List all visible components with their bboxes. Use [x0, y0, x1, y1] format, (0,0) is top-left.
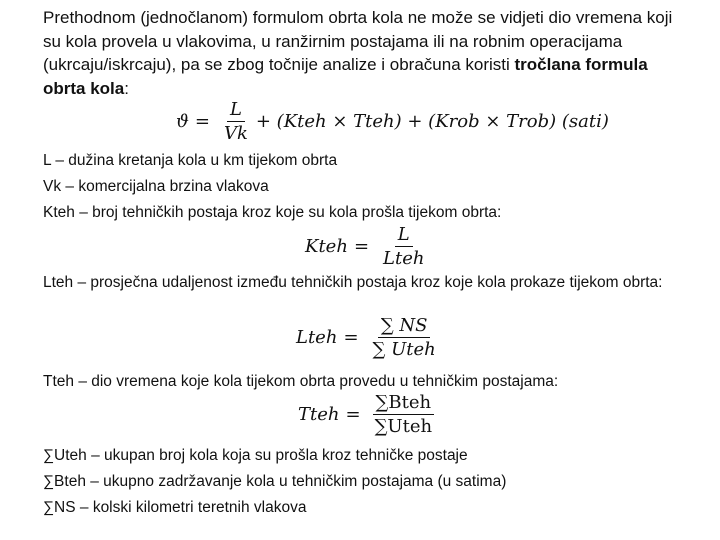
- def-L: L – dužina kretanja kola u km tijekom obrta: [43, 152, 338, 169]
- formula-tteh-eq: =: [345, 404, 361, 425]
- formula-obrt-den: Vk: [223, 123, 248, 144]
- def-sum-bteh: ∑Bteh – ukupno zadržavanje kola u tehničkim postajama (u satima): [43, 473, 507, 490]
- def-Lteh: Lteh – prosječna udaljenost između tehničkih postaja kroz koje kola prokaze tijekom obrta:: [43, 274, 663, 291]
- formula-lteh-fraction: [370, 315, 439, 360]
- formula-tteh-fraction: [372, 392, 436, 437]
- def-Tteh: Tteh – dio vremena koje kola tijekom obrta provedu u tehničkim postajama:: [43, 373, 559, 390]
- def-sum-uteh: ∑Uteh – ukupan broj kola koja su prošla kroz tehničke postaje: [43, 447, 468, 464]
- formula-kteh-eq: =: [353, 236, 370, 257]
- formula-obrt-eq: =: [194, 111, 210, 132]
- def-Kteh: Kteh – broj tehničkih postaja kroz koje su kola prošla tijekom obrta:: [43, 204, 502, 221]
- formula-kteh-den: Lteh: [383, 248, 425, 269]
- formula-lteh-num: ∑ NS: [378, 315, 431, 338]
- intro-colon: :: [124, 78, 129, 98]
- formula-tteh-lhs: Tteh: [298, 404, 340, 425]
- formula-kteh-lhs: Kteh: [305, 236, 348, 257]
- formula-obrt-fraction: [221, 99, 251, 144]
- intro-paragraph: [43, 6, 693, 100]
- formula-kteh-num: L: [395, 224, 413, 247]
- formula-lteh-den: ∑ Uteh: [372, 339, 436, 360]
- def-Vk: Vk – komercijalna brzina vlakova: [43, 178, 269, 195]
- formula-tteh-num: ∑Bteh: [373, 392, 435, 415]
- intro-bold-term: tročlana formula obrta kola: [43, 55, 648, 98]
- formula-tteh: [298, 392, 440, 437]
- formula-tteh-den: ∑Uteh: [374, 416, 433, 437]
- formula-lteh-lhs: Lteh: [296, 327, 338, 348]
- formula-kteh-fraction: [380, 224, 427, 269]
- intro-text: Prethodnom (jednočlanom) formulom obrta kola ne može se vidjeti dio vremena koji su kola provela u vlakovima, u ranžirnim postajama ili na robnim operacijama (ukrcaju/iskrcaju), pa se zbog točnije analize i obračuna koristi: [43, 8, 673, 74]
- formula-lteh: [296, 315, 444, 360]
- formula-lteh-eq: =: [343, 327, 359, 348]
- formula-kteh: [305, 224, 432, 269]
- formula-obrt-rest: + (Kteh × Tteh) + (Krob × Trob) (sati): [255, 111, 609, 132]
- formula-obrt-lhs: ϑ: [176, 111, 189, 132]
- formula-obrt: [176, 99, 609, 144]
- def-sum-ns: ∑NS – kolski kilometri teretnih vlakova: [43, 499, 307, 516]
- formula-obrt-num: L: [227, 99, 245, 122]
